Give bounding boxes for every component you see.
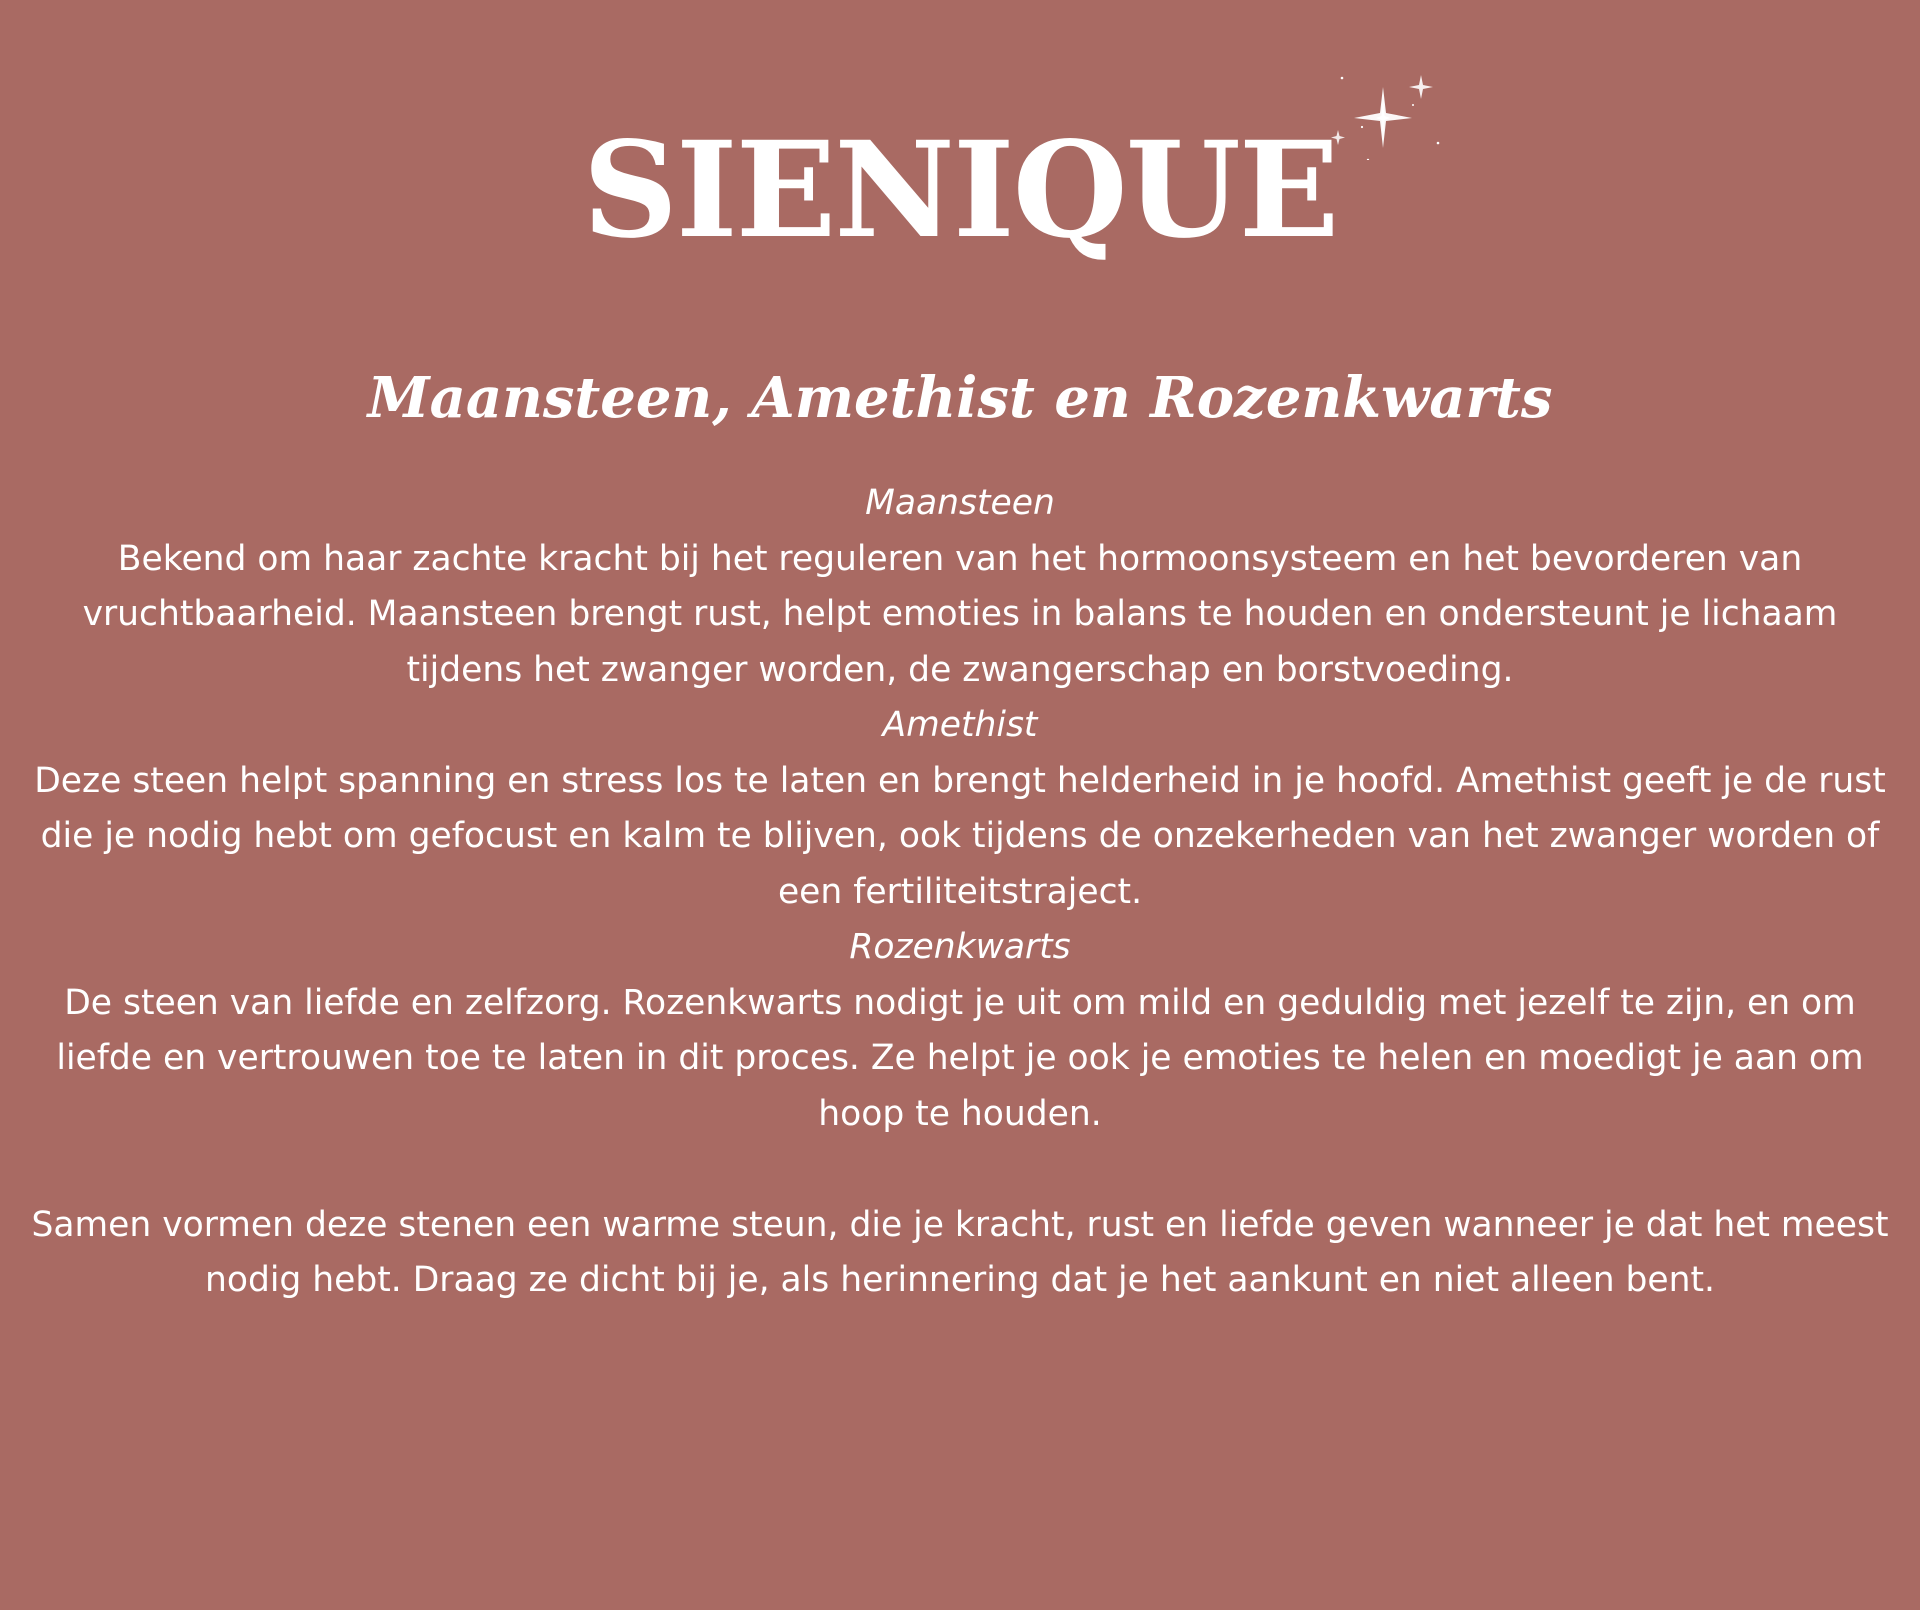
section-amethist [20,698,1900,920]
section-maansteen [20,476,1900,698]
section-text: Bekend om haar zachte kracht bij het reguleren van het hormoonsysteem en het bevorderen van vruchtbaarheid. Maansteen brengt rust, helpt emoties in balans te houden en ondersteunt je lichaam tijdens het zwanger worden, de zwangerschap en borstvoeding. [82,538,1838,690]
page-subtitle: Maansteen, Amethist en Rozenkwarts [367,365,1553,431]
brand-logo: SIENIQUE [582,113,1338,268]
spacer [20,1142,1900,1198]
closing-text: Samen vormen deze stenen een warme steun, die je kracht, rust en liefde geven wanneer je dat het meest nodig hebt. Draag ze dicht bij je, als herinnering dat je het aankunt en niet alleen bent. [31,1204,1889,1300]
section-text: Deze steen helpt spanning en stress los te laten en brengt helderheid in je hoofd. Amethist geeft je de rust die je nodig hebt om gefocust en kalm te blijven, ook tijdens de onzekerheden van het zwanger worden of een fertiliteitstraject. [34,760,1886,912]
section-text: De steen van liefde en zelfzorg. Rozenkwarts nodigt je uit om mild en geduldig met jezelf te zijn, en om liefde en vertrouwen toe te laten in dit proces. Ze helpt je ook je emoties te helen en moedigt je aan om hoop te houden. [56,982,1864,1134]
section-rozenkwarts [20,920,1900,1142]
section-title: Amethist [882,705,1038,745]
section-title: Rozenkwarts [849,927,1071,967]
content-body [20,476,1900,1309]
section-title: Maansteen [865,483,1055,523]
